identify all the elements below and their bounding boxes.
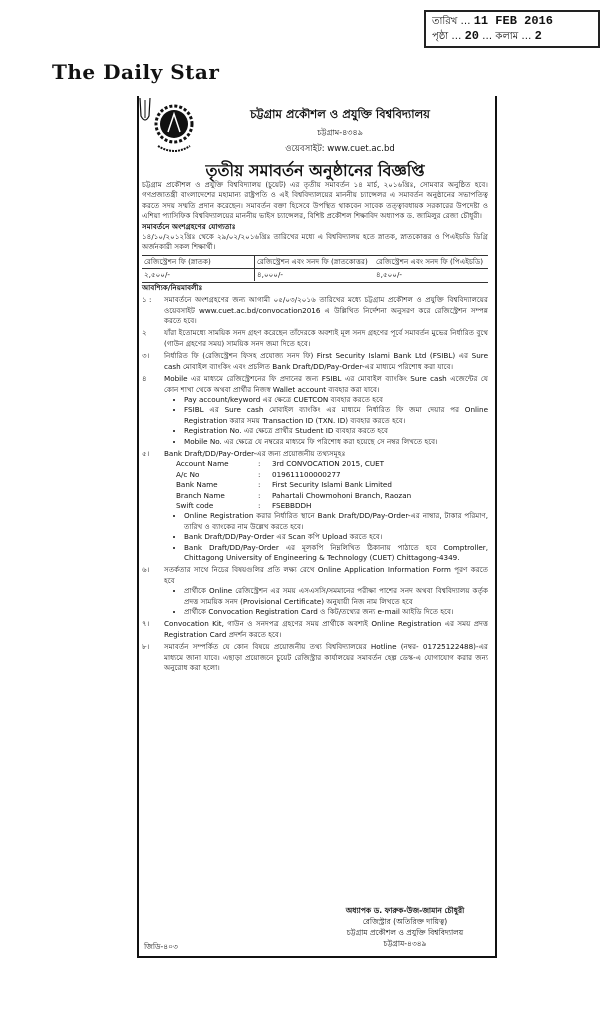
- rule-number: ৭।: [142, 619, 150, 629]
- account-field-value: 3rd CONVOCATION 2015, CUET: [272, 459, 385, 469]
- account-field-value: First Security Islami Bank Limited: [272, 480, 392, 490]
- notice-body: [142, 180, 488, 673]
- signature-block: [330, 905, 480, 949]
- rule-number: ৩।: [142, 351, 150, 361]
- rule-item: [142, 351, 488, 372]
- rule-text: সমাবর্তনে অংশগ্রহণের জন্য আগামী ০৫/০৩/২০১৬ তারিখের মধ্যে চট্টগ্রাম প্রকৌশল ও প্রযুক্তি বিশ্ববিদ্যালয়ের ওয়েবসাইট www.cuet.ac.bd/convocation2016 এ উল্লিখিত নির্দেশনা অনুসরণ করে রেজিস্ট্রেশন সম্পন্ন করতে হবে।: [164, 295, 488, 326]
- rule-item: [142, 619, 488, 640]
- fee-value-undergrad: ২,৫০০/-: [144, 269, 170, 279]
- stamp-column-value: 2: [534, 29, 542, 43]
- rule-bullet: • FSIBL এর Sure cash মোবাইল ব্যাংকিং এর মাধ্যমে নির্ধারিত ফি জমা দেয়ার পর Online Registration করার সময় Transaction ID (TXN. ID) ব্যবহার করতে হবে।: [184, 405, 488, 426]
- receipt-stamp: তারিখ … 11 FEB 2016 পৃষ্ঠা … 20 … কলাম … 2: [424, 10, 600, 48]
- rule-text: নির্ধারিত ফি (রেজিস্ট্রেশন ফিসহ প্রযোজ্য সনদ ফি) First Security Islami Bank Ltd (FSIBL) এর Sure cash মোবাইল ব্যাংকিং এবং প্রচলিত Bank Draft/DD/Pay-Order-এর মাধ্যমে পরিশোধ করা যাবে।: [164, 351, 488, 371]
- stamp-page-label: পৃষ্ঠা: [432, 31, 449, 42]
- rule-bullet: • Online Registration করার নির্ধারিত স্থানে Bank Draft/DD/Pay-Order-এর নাম্বার, টাকার পরিমাণ, তারিখ ও ব্যাংকের নাম উল্লেখ করতে হবে।: [184, 511, 488, 532]
- rule-text: যাঁরা ইতোমধ্যে সাময়িক সনদ গ্রহণ করেছেন তাঁদেরকে অবশ্যই মূল সনদ গ্রহণের পূর্বে সমাবর্তন মুভের নির্ধারিত বুথে (গাউন গ্রহণের সময়) সাময়িক সনদ জমা দিতে হবে।: [164, 328, 488, 348]
- fee-value-masters: ৪,০০০/-: [254, 269, 374, 281]
- rule-text: Mobile এর মাধ্যমে রেজিস্ট্রেশনের ফি প্রদানের জন্য FSIBL এর মোবাইল ব্যাংকিং Sure cash এজেন্টের যে কোন শাখা থেকে অথবা প্রার্থীর নিজস্ব Wallet account ব্যবহার করা যাবে।: [164, 374, 488, 394]
- rule-item: [142, 565, 488, 617]
- account-field-label: Branch Name: [176, 490, 225, 500]
- rule-bullets: [164, 395, 488, 447]
- rules-list: [142, 295, 488, 673]
- rule-content: [164, 295, 488, 326]
- newspaper-masthead: The Daily Star: [52, 60, 220, 84]
- rule-item: [142, 642, 488, 673]
- stamp-date-value: 11 FEB 2016: [473, 14, 553, 28]
- stamp-column-label: কলাম: [495, 31, 519, 42]
- rule-number: ৪: [142, 374, 147, 384]
- rule-item: [142, 295, 488, 326]
- rule-bullet: • Registration No. এর ক্ষেত্রে প্রার্থীর Student ID ব্যবহার করতে হবে: [184, 426, 488, 436]
- rule-number: ৫।: [142, 448, 150, 458]
- eligibility-heading: সমাবর্তনে অংশগ্রহণের যোগ্যতাঃ: [142, 221, 236, 231]
- signatory-name: অধ্যাপক ড. ফারুক-উজ-জামান চৌধুরী: [345, 906, 465, 915]
- rule-content: [164, 351, 488, 372]
- fee-header-undergrad: রেজিস্ট্রেশন ফি (স্নাতক): [142, 256, 254, 269]
- university-logo-icon: [152, 102, 196, 160]
- university-city: চট্টগ্রাম-৪৩৪৯: [317, 128, 363, 137]
- account-field-value: Pahartali Chowmohoni Branch, Raozan: [272, 490, 412, 500]
- rule-content: [164, 328, 488, 349]
- rule-bullets: [164, 511, 488, 563]
- fork-mark-icon: [138, 96, 152, 136]
- account-field-label: A/c No: [176, 469, 200, 479]
- account-field-label: Swift code: [176, 500, 214, 510]
- fee-header-masters: রেজিস্ট্রেশন এবং সনদ ফি (স্নাতকোত্তর): [254, 256, 374, 269]
- colon-separator: :: [258, 480, 261, 490]
- rule-content: [164, 642, 488, 673]
- signatory-org: চট্টগ্রাম প্রকৌশল ও প্রযুক্তি বিশ্ববিদ্যালয়: [346, 928, 464, 937]
- fee-header-phd: রেজিস্ট্রেশন এবং সনদ ফি (পিএইচডি): [374, 256, 488, 269]
- stamp-date-label: তারিখ: [432, 16, 458, 27]
- rule-bullet: • প্রার্থীকে Online রেজিস্ট্রেশন এর সময় এসএসসি/সমমানের পরীক্ষা পাশের সনদ অথবা বিশ্ববিদ্যালয় কর্তৃক প্রদত্ত সাময়িক সনদ (Provisional Certificate) অনুযায়ী নিজ নাম লিখতে হবে: [184, 586, 488, 607]
- account-field-value: 0196111000002​77: [272, 469, 341, 479]
- rule-bullet: • প্রার্থীকে Convocation Registration Card ও কিট/তথ্যের জন্য e-mail আইডি দিতে হবে।: [184, 607, 488, 617]
- rule-text: Convocation Kit, গাউন ও সনদপত্র গ্রহণের সময় প্রার্থীকে অবশ্যই Online Registration এর সময় প্রদত্ত Registration Card প্রদর্শন করতে হবে।: [164, 619, 488, 639]
- colon-separator: :: [258, 459, 261, 469]
- rules-heading: আবশ্যিক/নিয়মাবলীঃ: [142, 282, 488, 293]
- university-header: [200, 106, 480, 156]
- rule-item: [142, 374, 488, 447]
- fee-table: [142, 255, 488, 281]
- university-name: চট্টগ্রাম প্রকৌশল ও প্রযুক্তি বিশ্ববিদ্যালয়: [250, 107, 430, 121]
- rule-bullet: • Mobile No. এর ক্ষেত্রে যে নম্বরের মাধ্যমে ফি পরিশোধ করা হয়েছে সে নম্বর লিখতে হবে।: [184, 437, 488, 447]
- rule-number: ২: [142, 328, 147, 338]
- rule-content: [164, 619, 488, 640]
- rule-bullet: • Pay account/keyword এর ক্ষেত্রে CUETCON ব্যবহার করতে হবে: [184, 395, 488, 405]
- signatory-city: চট্টগ্রাম-৪৩৪৯: [383, 939, 427, 948]
- rule-content: [164, 449, 488, 563]
- university-website[interactable]: ওয়েবসাইট: www.cuet.ac.bd: [285, 144, 395, 154]
- stamp-page-value: 20: [464, 29, 479, 43]
- account-field-label: Account Name: [176, 459, 229, 469]
- rule-number: ৬।: [142, 565, 150, 575]
- ad-code: জিডি-৪০৩: [144, 942, 178, 951]
- rule-text: সমাবর্তন সম্পর্কিত যে কোন বিষয়ে প্রয়োজনীয় তথ্য বিশ্ববিদ্যালয়ের Hotline (নম্বর- 01725122488)-এর মাধ্যমে জানা যাবে। এছাড়া প্রয়োজনে চুয়েট রেজিস্ট্রার কার্যালয়ের সমাবর্তন হেল্প ডেস্ক-এ যোগাযোগ করার জন্য অনুরোধ করা হলো।: [164, 642, 488, 673]
- rule-item: [142, 328, 488, 349]
- rule-item: [142, 449, 488, 563]
- account-field-value: FSEBBDDH: [272, 500, 312, 510]
- rule-number: ৮।: [142, 642, 150, 652]
- notice-title: তৃতীয় সমাবর্তন অনুষ্ঠানের বিজ্ঞপ্তি: [205, 161, 425, 180]
- rule-bullet: • Bank Draft/DD/Pay-Order এর মূলকপি নিম্নলিখিত ঠিকানায় পাঠাতে হবে Comptroller, Chittagong University of Engineering & Technology (CUET) Chittagong-4349.: [184, 543, 488, 564]
- rule-content: [164, 374, 488, 447]
- rule-bullet: • Bank Draft/DD/Pay-Order এর Scan কপি Upload করতে হবে।: [184, 532, 488, 542]
- rule-number: ১ :: [142, 295, 152, 305]
- account-field-label: Bank Name: [176, 480, 218, 490]
- colon-separator: :: [258, 490, 261, 500]
- intro-paragraph: চট্টগ্রাম প্রকৌশল ও প্রযুক্তি বিশ্ববিদ্যালয় (চুয়েট) এর তৃতীয় সমাবর্তন ১৪ মার্চ, ২০১৬খ্রিঃ, সোমবার অনুষ্ঠিত হবে। গণপ্রজাতন্ত্রী বাংলাদেশের মহামান্য রাষ্ট্রপতি ও এই বিশ্ববিদ্যালয়ের মাননীয় চ্যান্সেলর এ সমাবর্তন অনুষ্ঠানের সভাপতিত্ব করতে সদয় সম্মতি প্রদান করেছেন। সমাবর্তন বক্তা হিসেবে উপস্থিত থাকবেন সাবেক তত্ত্বাবধায়ক সরকারের উপদেষ্টা ও এশিয়া প্যাসিফিক বিশ্ববিদ্যালয়ের মাননীয় ভাইস চ্যান্সেলর, বিশিষ্ট প্রকৌশল শিক্ষাবিদ অধ্যাপক ড. জামিলুর রেজা চৌধুরী।: [142, 180, 488, 221]
- bank-account-details: [164, 459, 488, 511]
- colon-separator: :: [258, 469, 261, 479]
- rule-text: সতর্কতার সাথে নিচের বিষয়গুলির প্রতি লক্ষ্য রেখে Online Application Information Form পূরণ করতে হবে: [164, 565, 488, 585]
- fee-value-phd: ৪,৫০০/-: [376, 269, 402, 279]
- colon-separator: :: [258, 500, 261, 510]
- signatory-designation: রেজিস্ট্রার (অতিরিক্ত দায়িত্ব): [362, 917, 448, 926]
- eligibility-text: ১৪/১০/২০১২খ্রিঃ থেকে ২৯/০২/২০১৬খ্রিঃ তারিখের মধ্যে এ বিশ্ববিদ্যালয় হতে স্নাতক, স্নাতকোত্তর ও পিএইচডি ডিগ্রি অর্জনকারী সকল শিক্ষার্থী।: [142, 232, 488, 252]
- rule-text: Bank Draft/DD/Pay-Order-এর জন্য প্রয়োজনীয় তথ্যসমূহঃ: [164, 448, 346, 458]
- rule-bullets: [164, 586, 488, 617]
- rule-content: [164, 565, 488, 617]
